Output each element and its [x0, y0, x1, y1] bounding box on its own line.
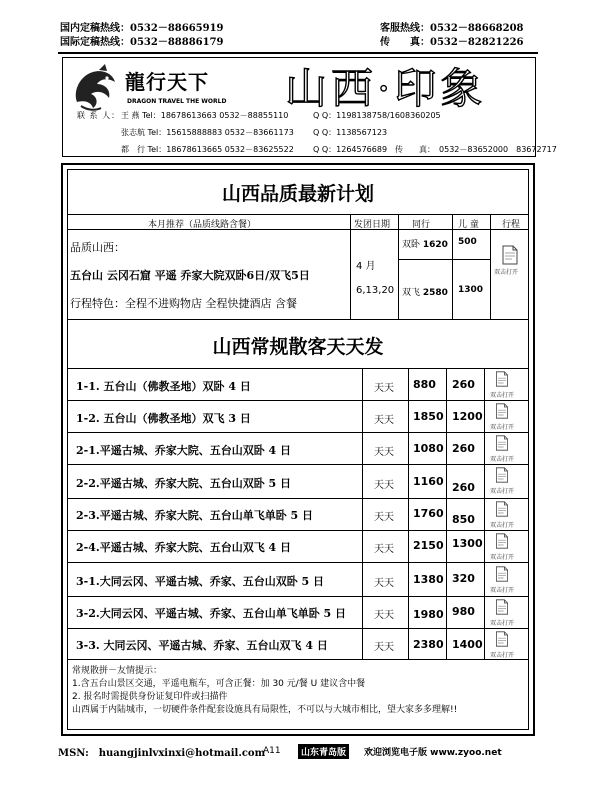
tour-price: 1980: [413, 608, 444, 621]
notes: [72, 665, 457, 717]
tour-child-price: 260: [452, 481, 475, 494]
option-child-price: 1300: [458, 285, 484, 295]
open-doc-label[interactable]: 双击打开: [494, 269, 519, 276]
tour-frequency: 天天: [374, 447, 394, 458]
table-row: [68, 432, 528, 464]
service-hotline: 客服热线：0532－88668208: [380, 23, 524, 34]
contact-person: 张志航 Tel：15615888883 0532－83661173: [121, 128, 294, 137]
table-row: [68, 628, 528, 660]
note-line: 山西属于内陆城市，一切硬件条件配套设施具有局限性，不可以与大城市相比，望大家多多理解!!: [72, 705, 458, 715]
document-icon[interactable]: [494, 371, 510, 387]
tour-name: 2-1.平遥古城、乔家大院、五台山双卧 4 日: [76, 444, 292, 457]
header-child: 儿 童: [458, 220, 479, 230]
table-row: [68, 400, 528, 432]
tour-child-price: 1300: [452, 537, 483, 550]
depart-month: 4 月: [356, 261, 376, 272]
document-icon[interactable]: [494, 566, 510, 582]
option-price: 1620: [422, 240, 448, 250]
tour-child-price: 260: [452, 378, 475, 391]
document-icon[interactable]: [494, 631, 510, 647]
contact-label: 联 系 人：: [77, 111, 121, 120]
header-itinerary: 行程: [502, 220, 521, 230]
tour-price: 1160: [413, 475, 444, 488]
tour-name: 1-2. 五台山（佛教圣地）双飞 3 日: [76, 412, 251, 425]
header-peer: 同行: [412, 220, 431, 230]
top-divider: [58, 52, 538, 54]
premium-plan-table: [68, 214, 528, 320]
header-dates: 发团日期: [354, 220, 391, 230]
section2-title: 山西常规散客天天发: [212, 336, 384, 358]
open-doc-label[interactable]: 双击打开: [490, 587, 515, 594]
header-recommend: 本月推荐（品质线路含餐）: [148, 220, 257, 230]
col-divider: [452, 215, 453, 319]
tour-frequency: 天天: [374, 512, 394, 523]
tour-frequency: 天天: [374, 610, 394, 621]
edition-badge: 山东青岛版: [298, 744, 349, 759]
tour-frequency: 天天: [374, 415, 394, 426]
col-divider: [490, 215, 491, 319]
tour-child-price: 260: [452, 442, 475, 455]
document-icon[interactable]: [494, 403, 510, 419]
document-icon[interactable]: [494, 533, 510, 549]
tour-child-price: 980: [452, 605, 475, 618]
document-icon[interactable]: [494, 599, 510, 615]
option-type-label: 双飞: [402, 288, 421, 298]
open-doc-label[interactable]: 双击打开: [490, 652, 515, 659]
contact-qq: [313, 107, 557, 158]
tour-name: 1-1. 五台山（佛教圣地）双卧 4 日: [76, 380, 251, 393]
contact-qq-line: Q Q：1198138758/1608360205: [313, 111, 441, 120]
open-doc-label[interactable]: 双击打开: [490, 522, 515, 529]
note-line: 2. 报名时需提供身份证复印件或扫描件: [72, 692, 228, 702]
tour-name: 2-3.平遥古城、乔家大院、五台山单飞单卧 5 日: [76, 509, 314, 522]
contact-qq-line: Q Q：1264576689 传 真： 0532－83652000 83672717: [313, 145, 557, 154]
tour-child-price: 1400: [452, 638, 483, 651]
option-type-label: 双卧: [402, 240, 421, 250]
tour-name: 3-1.大同云冈、平遥古城、乔家、五台山双卧 5 日: [76, 575, 325, 588]
option-divider: [398, 259, 490, 260]
open-doc-label[interactable]: 双击打开: [490, 554, 515, 561]
document-icon[interactable]: [500, 245, 520, 265]
footer-msn: MSN: huangjinlvxinxi@hotmail.com: [58, 748, 266, 759]
option-child-price: 500: [458, 237, 477, 247]
tour-name: 3-3. 大同云冈、平遥古城、乔家、五台山双飞 4 日: [76, 639, 328, 652]
main-frame: [61, 163, 535, 736]
banner-title: 山西·印象: [285, 64, 487, 113]
tour-name: 2-2.平遥古城、乔家大院、五台山双卧 5 日: [76, 477, 292, 490]
table-row: [68, 368, 528, 400]
header-box: [62, 57, 557, 157]
tour-price: 1080: [413, 442, 444, 455]
logo-name-en: DRAGON TRAVEL THE WORLD: [127, 98, 227, 105]
col-divider: [398, 215, 399, 319]
table-row: [68, 498, 528, 530]
page-number: A11: [263, 746, 281, 756]
contact-person: 王 燕 Tel：18678613663 0532－88855110: [121, 111, 289, 120]
tour-price: 880: [413, 378, 436, 391]
option-type: [402, 237, 448, 250]
tour-frequency: 天天: [374, 544, 394, 555]
document-icon[interactable]: [494, 435, 510, 451]
col-divider: [350, 215, 351, 319]
option-price: 2580: [422, 288, 448, 298]
table-row: [68, 596, 528, 628]
open-doc-label[interactable]: 双击打开: [490, 392, 515, 399]
footer-site[interactable]: 欢迎浏览电子版 www.zyoo.net: [364, 748, 502, 758]
tour-frequency: 天天: [374, 480, 394, 491]
product-route: 五台山 云冈石窟 平遥 乔家大院双卧6日/双飞5日: [70, 269, 310, 282]
section1-title: 山西品质最新计划: [221, 183, 374, 205]
table-row: [68, 562, 528, 596]
document-icon[interactable]: [494, 467, 510, 483]
depart-days: 6,13,20: [356, 285, 395, 296]
tour-frequency: 天天: [374, 578, 394, 589]
domestic-hotlines: [60, 22, 224, 50]
contact-person: 都 行 Tel：18678613665 0532－83625522: [121, 145, 294, 154]
option-type: [402, 285, 448, 298]
notes-title: 常规散拼－友情提示：: [72, 666, 163, 676]
tour-child-price: 320: [452, 572, 475, 585]
open-doc-label[interactable]: 双击打开: [490, 488, 515, 495]
tour-frequency: 天天: [374, 383, 394, 394]
product-label: 品质山西：: [70, 241, 125, 254]
table-row: [68, 530, 528, 562]
tour-price: 1760: [413, 507, 444, 520]
tour-name: 3-2.大同云冈、平遥古城、乔家、五台山单飞单卧 5 日: [76, 607, 347, 620]
tour-price: 2150: [413, 539, 444, 552]
open-doc-label[interactable]: 双击打开: [490, 456, 515, 463]
tour-price: 1850: [413, 410, 444, 423]
open-doc-label[interactable]: 双击打开: [490, 620, 515, 627]
product-feature: 行程特色：全程不进购物店 全程快捷酒店 含餐: [70, 297, 297, 310]
inner-frame: [67, 169, 529, 730]
regular-tours-table: [68, 368, 528, 660]
tour-frequency: 天天: [374, 642, 394, 653]
tour-child-price: 1200: [452, 410, 483, 423]
tour-price: 1380: [413, 573, 444, 586]
domestic-hotline: 国内定稿热线：0532－88665919: [60, 23, 224, 34]
contact-qq-line: Q Q：1138567123: [313, 128, 388, 137]
contact-persons: [121, 107, 294, 158]
tour-child-price: 850: [452, 513, 475, 526]
international-hotline: 国际定稿热线：0532－88886179: [60, 37, 224, 48]
document-icon[interactable]: [494, 501, 510, 517]
tour-price: 2380: [413, 638, 444, 651]
open-doc-label[interactable]: 双击打开: [490, 424, 515, 431]
fax-line: 传 真：0532－82821226: [380, 37, 524, 48]
logo-name-cn: 龍行天下: [125, 70, 209, 94]
service-hotlines: [380, 22, 524, 50]
table-row: [68, 464, 528, 498]
note-line: 1.含五台山景区交通，平遥电瓶车，可含正餐：加 30 元/餐 U 建议含中餐: [72, 679, 366, 689]
tour-name: 2-4.平遥古城、乔家大院、五台山双飞 4 日: [76, 541, 292, 554]
